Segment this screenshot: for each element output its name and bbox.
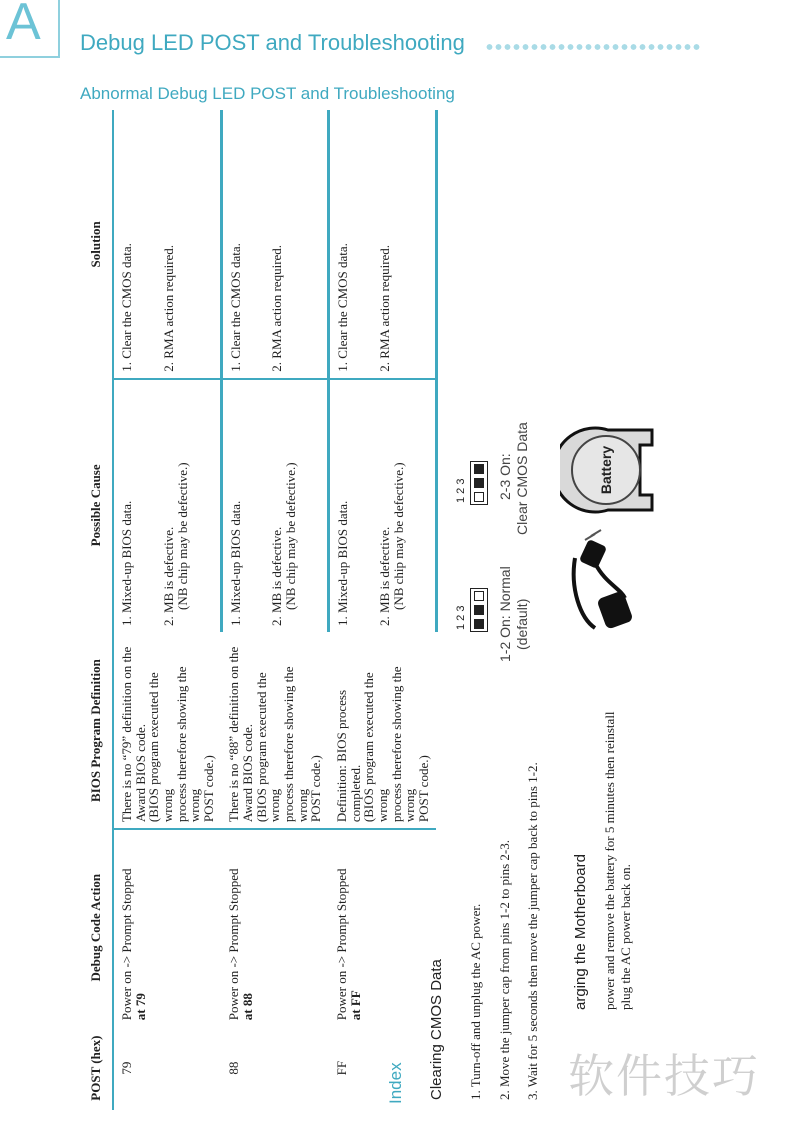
bios-definition: There is no “79” definition on the Award BIOS code. (BIOS program executed the wrong process therefore showing the wrong POST code.) — [113, 632, 221, 829]
header-action: Debug Code Action — [80, 829, 113, 1026]
pin-icon — [474, 492, 484, 502]
clearing-cmos-heading: Clearing CMOS Data — [428, 959, 445, 1100]
jumper-normal-default-label: (default) — [514, 598, 530, 650]
jumper-normal-label: 1-2 On: Normal — [497, 566, 513, 662]
post-code: FF — [333, 1060, 349, 1076]
table-row — [221, 110, 264, 1110]
jumper-normal-icon — [470, 588, 488, 632]
table-row — [113, 110, 156, 1110]
bios-definition: There is no “88” definition on the Award BIOS code. (BIOS program executed the wrong process therefore showing the wrong POST code.) — [221, 632, 328, 829]
section-subtitle: Abnormal Debug LED POST and Troubleshooting — [80, 84, 455, 103]
page-title: Debug LED POST and Troubleshooting — [80, 30, 465, 55]
clearing-step-1: 1. Turn-off and unplug the AC power. — [468, 903, 483, 1100]
pin-icon — [474, 464, 484, 474]
solution: 1. Clear the CMOS data. — [221, 110, 264, 379]
title-dot-rule — [485, 42, 700, 52]
possible-cause: 1. Mixed-up BIOS data. — [119, 500, 134, 626]
table-row — [329, 110, 372, 1110]
jumper-normal-pin-numbers: 1 2 3 — [455, 605, 467, 630]
debug-action: Power on -> Prompt Stopped at 88 — [226, 868, 256, 1021]
bios-definition: Definition: BIOS process completed. (BIOS program executed the wrong process therefore showing the wrong POST code.) — [329, 632, 436, 829]
discharging-heading: arging the Motherboard — [572, 854, 589, 1010]
header-definition: BIOS Program Definition — [80, 632, 113, 829]
jumper-clear-pin-numbers: 1 2 3 — [455, 478, 467, 503]
battery-label: Battery — [598, 445, 614, 495]
discharging-text-2: plug the AC power back on. — [618, 864, 633, 1010]
battery-icon — [560, 425, 660, 515]
pin-icon — [474, 619, 484, 629]
header-post: POST (hex) — [80, 1026, 113, 1110]
jumper-clear-cmos-label: Clear CMOS Data — [514, 422, 530, 535]
debug-action: Power on -> Prompt Stopped at 79 — [119, 868, 148, 1021]
post-code: 79 — [119, 1061, 134, 1075]
appendix-letter: A — [6, 0, 41, 51]
solution: 2. RMA action required. — [372, 110, 437, 379]
possible-cause: 2. MB is defective. (NB chip may be defective.) — [264, 379, 329, 632]
power-cord-icon — [565, 528, 635, 638]
index-label: Index — [386, 1062, 405, 1104]
jumper-clear-icon — [470, 461, 488, 505]
pin-icon — [474, 591, 484, 601]
possible-cause: 2. MB is defective. (NB chip may be defective.) — [372, 379, 437, 632]
solution: 2. RMA action required. — [156, 110, 222, 379]
solution: 2. RMA action required. — [264, 110, 329, 379]
watermark: 软件技巧 — [568, 1049, 760, 1103]
possible-cause: 1. Mixed-up BIOS data. — [227, 500, 243, 626]
pin-icon — [474, 605, 484, 615]
debug-action: Power on -> Prompt Stopped at FF — [333, 868, 363, 1021]
header-solution: Solution — [80, 110, 113, 379]
clearing-step-3: 3. Wait for 5 seconds then move the jumper cap back to pins 1-2. — [525, 762, 540, 1100]
jumper-clear-label: 2-3 On: — [497, 453, 513, 500]
table-header-row — [80, 110, 113, 1110]
possible-cause: 2. MB is defective. (NB chip may be defective.) — [156, 379, 222, 632]
possible-cause: 1. Mixed-up BIOS data. — [335, 500, 351, 626]
solution: 1. Clear the CMOS data. — [329, 110, 372, 379]
pin-icon — [474, 478, 484, 488]
clearing-step-2: 2. Move the jumper cap from pins 1-2 to pins 2-3. — [497, 840, 512, 1100]
header-cause: Possible Cause — [80, 379, 113, 632]
solution: 1. Clear the CMOS data. — [113, 110, 156, 379]
post-code: 88 — [226, 1061, 242, 1075]
discharging-text-1: power and remove the battery for 5 minutes then reinstall — [602, 711, 617, 1010]
troubleshooting-table — [80, 110, 431, 1110]
